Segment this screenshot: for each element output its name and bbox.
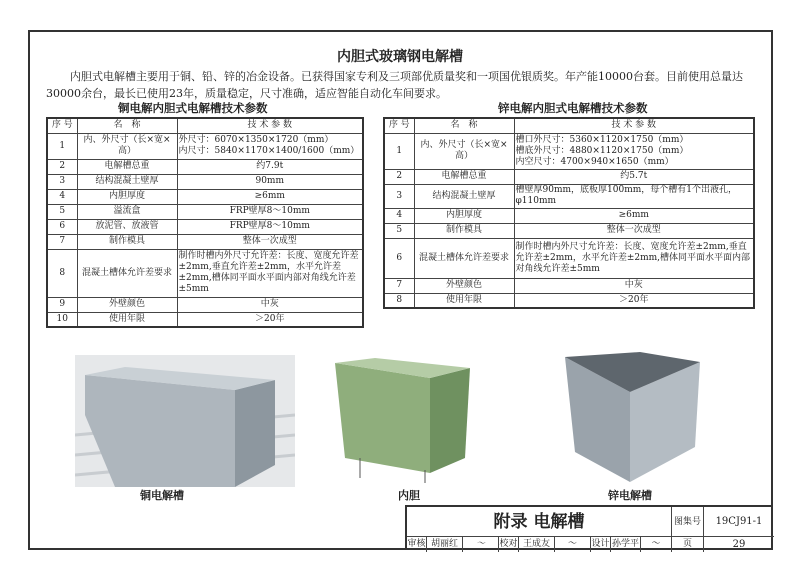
liner-photo xyxy=(330,358,480,483)
table-row xyxy=(47,219,363,234)
table-cell: 内、外尺寸（长×宽×高） xyxy=(414,133,514,169)
caption-zinc: 锌电解槽 xyxy=(608,489,652,502)
header-cell: 技 术 参 数 xyxy=(177,118,363,133)
right-table-title: 锌电解内胆式电解槽技术参数 xyxy=(498,101,648,115)
table-cell: 电解槽总重 xyxy=(414,169,514,184)
table-cell: 7 xyxy=(47,234,77,249)
table-cell: 结构混凝土壁厚 xyxy=(77,174,177,189)
table-cell: ＞20年 xyxy=(177,312,363,327)
caption-copper: 铜电解槽 xyxy=(140,489,184,502)
table-cell: ≥6mm xyxy=(177,189,363,204)
table-cell: FRP壁厚8～10mm xyxy=(177,204,363,219)
table-cell: 内、外尺寸（长×宽×高） xyxy=(77,133,177,159)
atlas-label: 图集号 xyxy=(672,507,704,537)
header-cell: 名 称 xyxy=(77,118,177,133)
table-row xyxy=(47,159,363,174)
table-cell: 制作模具 xyxy=(414,223,514,238)
table-cell: 1 xyxy=(47,133,77,159)
table-cell: 4 xyxy=(384,208,414,223)
table-cell: 槽口外尺寸：5360×1120×1750（mm） 槽底外尺寸：4880×1120×1750（mm） 内空尺寸：4700×940×1650（mm） xyxy=(514,133,754,169)
table-row xyxy=(384,238,754,278)
design-label: 设计 xyxy=(591,537,611,552)
table-cell: FRP壁厚8～10mm xyxy=(177,219,363,234)
table-cell: 制作时槽内外尺寸允许差：长度、宽度允许差±2mm,垂直允许差±2mm，水平允许差±2mm,槽体同平面水平面内部对角线允许差±5mm xyxy=(177,249,363,297)
table-cell: 9 xyxy=(47,297,77,312)
table-cell: 电解槽总重 xyxy=(77,159,177,174)
table-row xyxy=(384,278,754,293)
check-label: 校对 xyxy=(499,537,519,552)
copper-spec-table xyxy=(46,117,364,328)
table-cell: 90mm xyxy=(177,174,363,189)
table-cell: 溢流盒 xyxy=(77,204,177,219)
reviewer: 胡丽红 xyxy=(427,537,463,552)
table-row xyxy=(384,184,754,208)
table-cell: 外尺寸：6070×1350×1720（mm） 内尺寸：5840×1170×1400/1600（mm） xyxy=(177,133,363,159)
table-cell: 4 xyxy=(47,189,77,204)
table-cell: 8 xyxy=(47,249,77,297)
table-row xyxy=(47,204,363,219)
table-cell: 6 xyxy=(384,238,414,278)
designer: 孙学平 xyxy=(611,537,641,552)
zinc-cell-photo xyxy=(560,352,710,487)
checker: 王成友 xyxy=(519,537,555,552)
atlas-number: 19CJ91-1 xyxy=(704,507,774,537)
header-cell: 技 术 参 数 xyxy=(514,118,754,133)
intro-text: 内胆式电解槽主要用于铜、铅、锌的冶金设备。已获得国家专利及三项部优质量奖和一项国优银质奖。年产能10000台套。目前使用总量达30000余台，最长已使用23年，质量稳定，尺寸准确，适应智能自动化车间要求。 xyxy=(46,70,743,100)
page-label: 页 xyxy=(672,537,704,552)
table-row xyxy=(384,169,754,184)
table-cell: 使用年限 xyxy=(414,293,514,308)
caption-liner: 内胆 xyxy=(398,489,420,502)
table-cell: 7 xyxy=(384,278,414,293)
table-cell: 制作模具 xyxy=(77,234,177,249)
table-cell: 放泥管、放液管 xyxy=(77,219,177,234)
table-row xyxy=(47,234,363,249)
table-cell: 整体一次成型 xyxy=(514,223,754,238)
table-cell: 整体一次成型 xyxy=(177,234,363,249)
table-cell: 中灰 xyxy=(177,297,363,312)
drawing-name: 附录 电解槽 xyxy=(407,507,672,537)
table-row xyxy=(384,293,754,308)
zinc-spec-table xyxy=(383,117,755,309)
table-cell: 2 xyxy=(47,159,77,174)
table-cell: 槽壁厚90mm，底板厚100mm，每个槽有1个出液孔，φ110mm xyxy=(514,184,754,208)
reviewer-signature: ～ xyxy=(463,537,499,552)
table-cell: 混凝土槽体允许差要求 xyxy=(77,249,177,297)
table-cell: 外壁颜色 xyxy=(77,297,177,312)
table-cell: 3 xyxy=(47,174,77,189)
table-cell: ≥6mm xyxy=(514,208,754,223)
review-label: 审核 xyxy=(407,537,427,552)
header-cell: 序 号 xyxy=(47,118,77,133)
table-cell: 5 xyxy=(384,223,414,238)
left-table-title: 铜电解内胆式电解槽技术参数 xyxy=(118,101,268,115)
table-cell: 内胆厚度 xyxy=(77,189,177,204)
table-cell: 内胆厚度 xyxy=(414,208,514,223)
table-cell: ＞20年 xyxy=(514,293,754,308)
table-cell: 5 xyxy=(47,204,77,219)
table-row xyxy=(47,249,363,297)
table-row xyxy=(47,312,363,327)
table-cell: 10 xyxy=(47,312,77,327)
page-number: 29 xyxy=(732,539,746,550)
table-row xyxy=(47,133,363,159)
copper-cell-photo xyxy=(75,355,295,487)
checker-signature: ～ xyxy=(555,537,591,552)
table-cell: 混凝土槽体允许差要求 xyxy=(414,238,514,278)
table-cell: 1 xyxy=(384,133,414,169)
designer-signature: ～ xyxy=(641,537,672,552)
table-cell: 制作时槽内外尺寸允许差：长度、宽度允许差±2mm,垂直允许差±2mm，水平允许差±2mm,槽体同平面水平面内部对角线允许差±5mm xyxy=(514,238,754,278)
header-cell: 序 号 xyxy=(384,118,414,133)
table-cell: 外壁颜色 xyxy=(414,278,514,293)
title-block xyxy=(405,505,772,550)
table-cell: 中灰 xyxy=(514,278,754,293)
table-cell: 3 xyxy=(384,184,414,208)
table-cell: 6 xyxy=(47,219,77,234)
table-cell: 2 xyxy=(384,169,414,184)
header-cell: 名 称 xyxy=(414,118,514,133)
page-title: 内胆式玻璃钢电解槽 xyxy=(337,49,463,65)
table-cell: 使用年限 xyxy=(77,312,177,327)
table-row xyxy=(47,189,363,204)
table-cell: 约5.7t xyxy=(514,169,754,184)
table-row xyxy=(384,133,754,169)
table-row xyxy=(47,174,363,189)
table-row xyxy=(384,208,754,223)
table-cell: 8 xyxy=(384,293,414,308)
table-row xyxy=(384,223,754,238)
table-row xyxy=(47,297,363,312)
table-cell: 结构混凝土壁厚 xyxy=(414,184,514,208)
table-cell: 约7.9t xyxy=(177,159,363,174)
